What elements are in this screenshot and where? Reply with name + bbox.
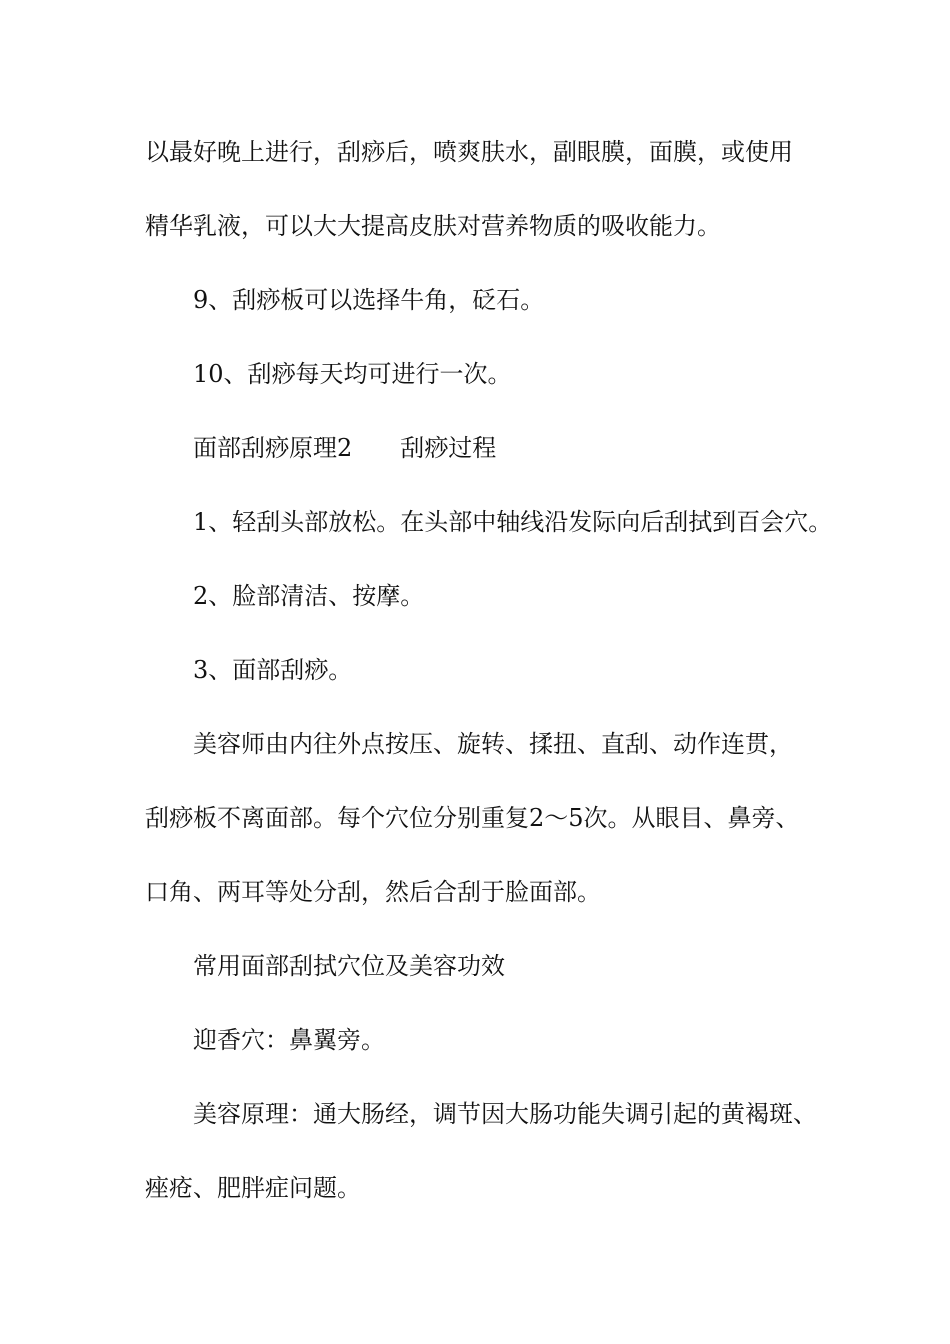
paragraph-line: 以最好晚上进行，刮痧后，喷爽肤水，副眼膜，面膜，或使用 [145, 138, 793, 166]
paragraph-line: 3、面部刮痧。 [193, 656, 353, 684]
section-heading [145, 428, 835, 502]
paragraph-line: 精华乳液，可以大大提高皮肤对营养物质的吸收能力。 [145, 212, 721, 240]
paragraph-line: 口角、两耳等处分刮，然后合刮于脸面部。 [145, 878, 601, 906]
document-content [145, 132, 835, 1242]
paragraph-line: 10、刮痧每天均可进行一次。 [193, 360, 512, 388]
section-heading-right: 刮痧过程 [400, 434, 497, 462]
paragraph-line: 9、刮痧板可以选择牛角，砭石。 [193, 286, 545, 314]
paragraph-line: 迎香穴：鼻翼旁。 [193, 1026, 385, 1054]
paragraph-line: 美容原理：通大肠经，调节因大肠功能失调引起的黄褐斑、 [193, 1100, 817, 1128]
paragraph-line: 1、轻刮头部放松。在头部中轴线沿发际向后刮拭到百会穴。 [193, 508, 833, 536]
paragraph-line: 2、脸部清洁、按摩。 [193, 582, 425, 610]
paragraph-line: 美容师由内往外点按压、旋转、揉扭、直刮、动作连贯， [193, 730, 793, 758]
section-heading-left: 面部刮痧原理2 [193, 434, 353, 462]
paragraph-line: 刮痧板不离面部。每个穴位分别重复2～5次。从眼目、鼻旁、 [145, 804, 800, 832]
paragraph-line: 常用面部刮拭穴位及美容功效 [193, 952, 505, 980]
paragraph-line: 痤疮、肥胖症问题。 [145, 1174, 361, 1202]
